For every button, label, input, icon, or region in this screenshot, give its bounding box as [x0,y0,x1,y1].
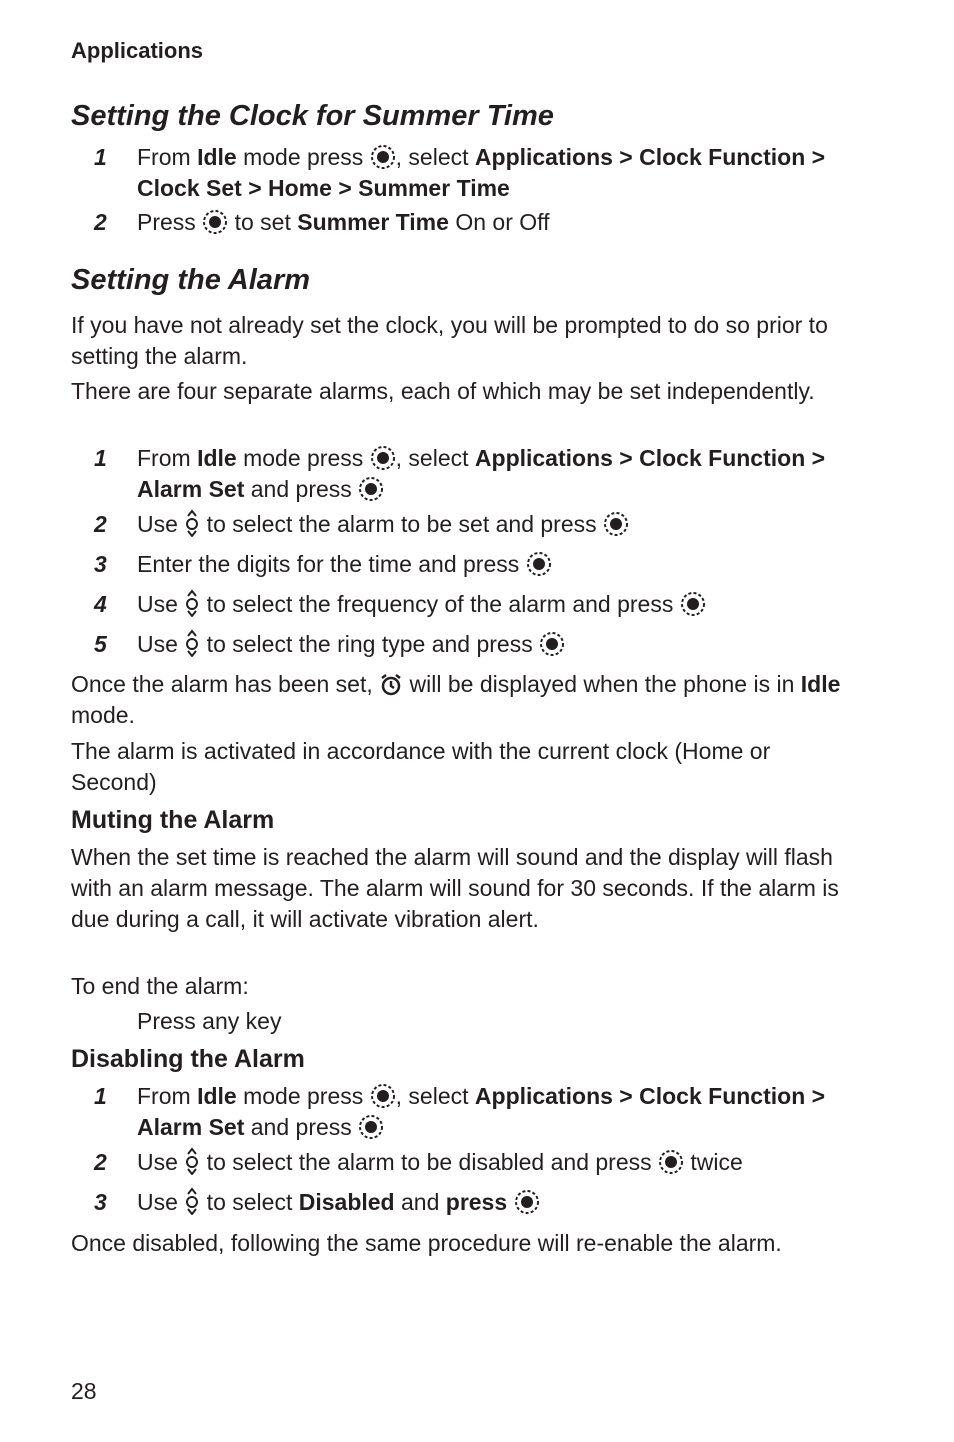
step-text: Use [137,511,185,537]
step-text: , select [395,144,475,170]
step-text: to select the alarm to be set and press [200,511,604,537]
step-bold: Idle [197,445,237,471]
step-number: 1 [94,1083,107,1109]
select-key-icon [370,144,396,170]
navigation-key-icon [184,629,200,657]
alarm-intro-paragraph: If you have not already set the clock, you will be prompted to do so prior to setting the alarm. [71,312,828,369]
select-key-icon [680,591,706,617]
step-text: to select the ring type and press [200,631,540,657]
step-text: mode press [236,1083,370,1109]
step-text: twice [684,1149,743,1175]
step-number: 2 [94,511,107,537]
step-text: On or Off [448,209,550,235]
select-key-icon [539,631,565,657]
para-text: mode. [71,702,135,728]
step-text: to select the frequency of the alarm and press [200,591,680,617]
re-enable-paragraph: Once disabled, following the same procedure will re-enable the alarm. [71,1230,782,1256]
setting-alarm-heading: Setting the Alarm [71,264,311,296]
step-text: to select the alarm to be disabled and press [200,1149,659,1175]
select-key-icon [658,1149,684,1175]
para-text: will be displayed when the phone is in [403,671,801,697]
step-number: 4 [94,591,107,617]
step-text: Use [137,1149,185,1175]
step-bold: Disabled [298,1189,395,1215]
step-text: mode press [236,445,370,471]
step-text: From [137,445,198,471]
alarm-clock-icon [379,673,403,697]
step-text: , select [395,1083,475,1109]
disabling-alarm-heading: Disabling the Alarm [71,1045,305,1073]
press-any-key-instruction: Press any key [137,1008,282,1034]
select-key-icon [603,511,629,537]
step-bold: Applications > Clock Function > Alarm Set [137,445,826,502]
page-number: 28 [71,1378,97,1404]
muting-description-paragraph: When the set time is reached the alarm will sound and the display will flash with an alarm message. The alarm will sound for 30 seconds. If the alarm is due during a call, it will activate vibration alert. [71,844,839,932]
muting-alarm-heading: Muting the Alarm [71,806,275,834]
step-text: Use [137,591,185,617]
para-text: Once the alarm has been set, [71,671,380,697]
step-number: 1 [94,445,107,471]
step-bold: Idle [197,144,237,170]
step-bold: Applications > Clock Function > Clock Set > Home > Summer Time [137,144,826,201]
step-number: 1 [94,144,107,170]
step-text: Use [137,1189,185,1215]
step-number: 3 [94,1189,107,1215]
step-bold: press [445,1189,508,1215]
step-number: 2 [94,209,107,235]
end-alarm-paragraph: To end the alarm: [71,973,249,999]
step-text: to select [200,1189,299,1215]
step-bold: Summer Time [297,209,449,235]
alarm-four-alarms-paragraph: There are four separate alarms, each of which may be set independently. [71,378,815,404]
select-key-icon [526,551,552,577]
running-head: Applications [71,38,204,63]
select-key-icon [358,1114,384,1140]
select-key-icon [370,1083,396,1109]
step-text: mode press [236,144,370,170]
step-text: and press [244,1114,359,1140]
step-text: From [137,144,198,170]
step-text: Use [137,631,185,657]
step-number: 3 [94,551,107,577]
step-text: Enter the digits for the time and press [137,551,526,577]
select-key-icon [358,476,384,502]
navigation-key-icon [184,1187,200,1215]
step-text: , select [395,445,475,471]
navigation-key-icon [184,509,200,537]
step-number: 5 [94,631,107,657]
step-text: and press [244,476,359,502]
navigation-key-icon [184,1147,200,1175]
select-key-icon [202,209,228,235]
para-bold: Idle [800,671,841,697]
step-bold: Idle [197,1083,237,1109]
select-key-icon [370,445,396,471]
navigation-key-icon [184,589,200,617]
step-number: 2 [94,1149,107,1175]
alarm-clock-mode-paragraph: The alarm is activated in accordance with the current clock (Home or Second) [71,738,771,795]
step-text: Press [137,209,203,235]
summer-time-heading: Setting the Clock for Summer Time [71,100,554,132]
alarm-set-indicator-paragraph [71,669,841,731]
select-key-icon [514,1189,540,1215]
step-bold: Applications > Clock Function > Alarm Set [137,1083,826,1140]
step-text: and [394,1189,446,1215]
step-text: to set [228,209,298,235]
step-text: From [137,1083,198,1109]
